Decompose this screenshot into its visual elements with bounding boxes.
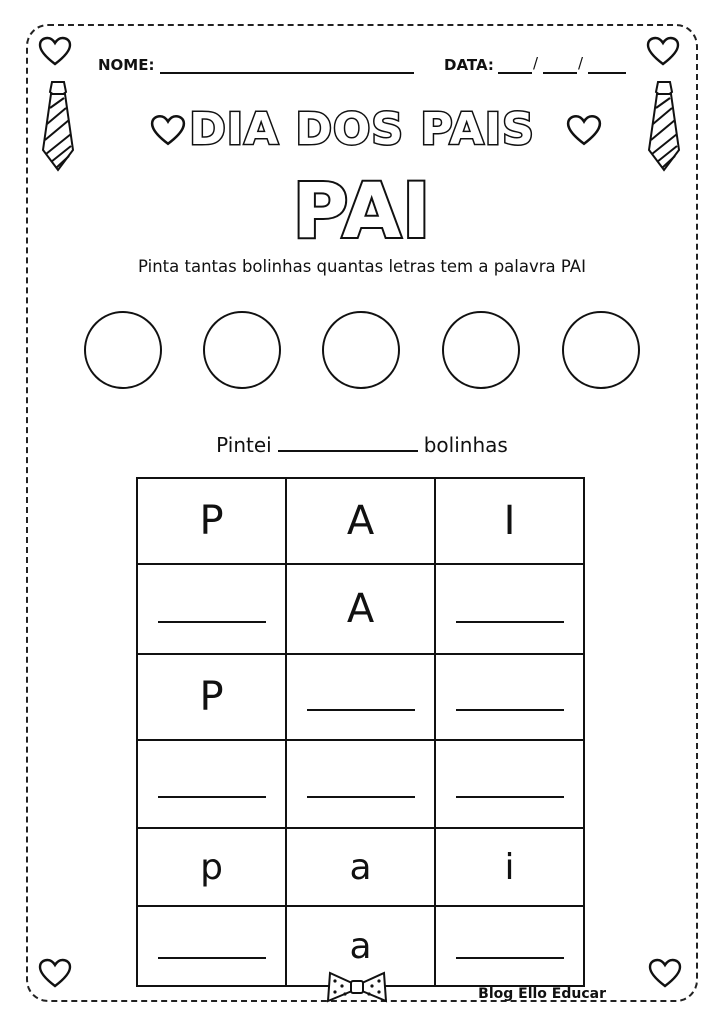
name-field[interactable] (160, 56, 414, 74)
heart-icon (38, 958, 72, 988)
grid-blank-cell[interactable] (137, 564, 286, 654)
circles-row (84, 311, 644, 393)
answer-line[interactable] (158, 621, 266, 623)
date-separator: / (578, 54, 584, 72)
coloring-circle[interactable] (84, 311, 162, 389)
footer-credit: Blog Ello Educar (478, 986, 606, 1002)
count-sentence (0, 432, 724, 457)
grid-blank-cell[interactable] (435, 654, 584, 740)
date-month-field[interactable] (543, 56, 577, 74)
grid-cell: a (286, 828, 435, 906)
coloring-circle[interactable] (322, 311, 400, 389)
grid-blank-cell[interactable] (435, 564, 584, 654)
answer-line[interactable] (456, 796, 564, 798)
answer-line[interactable] (158, 796, 266, 798)
grid-cell: A (286, 478, 435, 564)
grid-cell: P (137, 478, 286, 564)
answer-line[interactable] (307, 796, 415, 798)
answer-line[interactable] (158, 957, 266, 959)
coloring-circle[interactable] (442, 311, 520, 389)
date-year-field[interactable] (588, 56, 626, 74)
date-label: DATA: (444, 56, 494, 74)
name-label: NOME: (98, 56, 155, 74)
instruction-text: Pinta tantas bolinhas quantas letras tem a palavra PAI (138, 257, 586, 276)
count-answer-field[interactable] (278, 432, 418, 452)
date-day-field[interactable] (498, 56, 532, 74)
grid-blank-cell[interactable] (435, 906, 584, 986)
grid-cell: a (286, 906, 435, 986)
grid-cell: I (435, 478, 584, 564)
grid-cell: P (137, 654, 286, 740)
date-separator: / (533, 54, 539, 72)
coloring-circle[interactable] (562, 311, 640, 389)
count-after: bolinhas (423, 433, 508, 457)
count-before: Pintei (216, 433, 272, 457)
grid-blank-cell[interactable] (286, 654, 435, 740)
answer-line[interactable] (456, 957, 564, 959)
title-dia-dos-pais: DIA DOS PAIS (189, 104, 535, 155)
answer-line[interactable] (456, 709, 564, 711)
grid-cell: p (137, 828, 286, 906)
bowtie-icon (326, 970, 388, 1004)
heart-icon (648, 958, 682, 988)
grid-cell: i (435, 828, 584, 906)
letter-grid (136, 477, 585, 987)
title-pai: PAI (292, 166, 432, 255)
coloring-circle[interactable] (203, 311, 281, 389)
answer-line[interactable] (307, 709, 415, 711)
grid-blank-cell[interactable] (286, 740, 435, 828)
grid-cell: A (286, 564, 435, 654)
grid-blank-cell[interactable] (435, 740, 584, 828)
heart-icon (38, 36, 72, 66)
heart-icon (646, 36, 680, 66)
grid-blank-cell[interactable] (137, 906, 286, 986)
grid-blank-cell[interactable] (137, 740, 286, 828)
answer-line[interactable] (456, 621, 564, 623)
